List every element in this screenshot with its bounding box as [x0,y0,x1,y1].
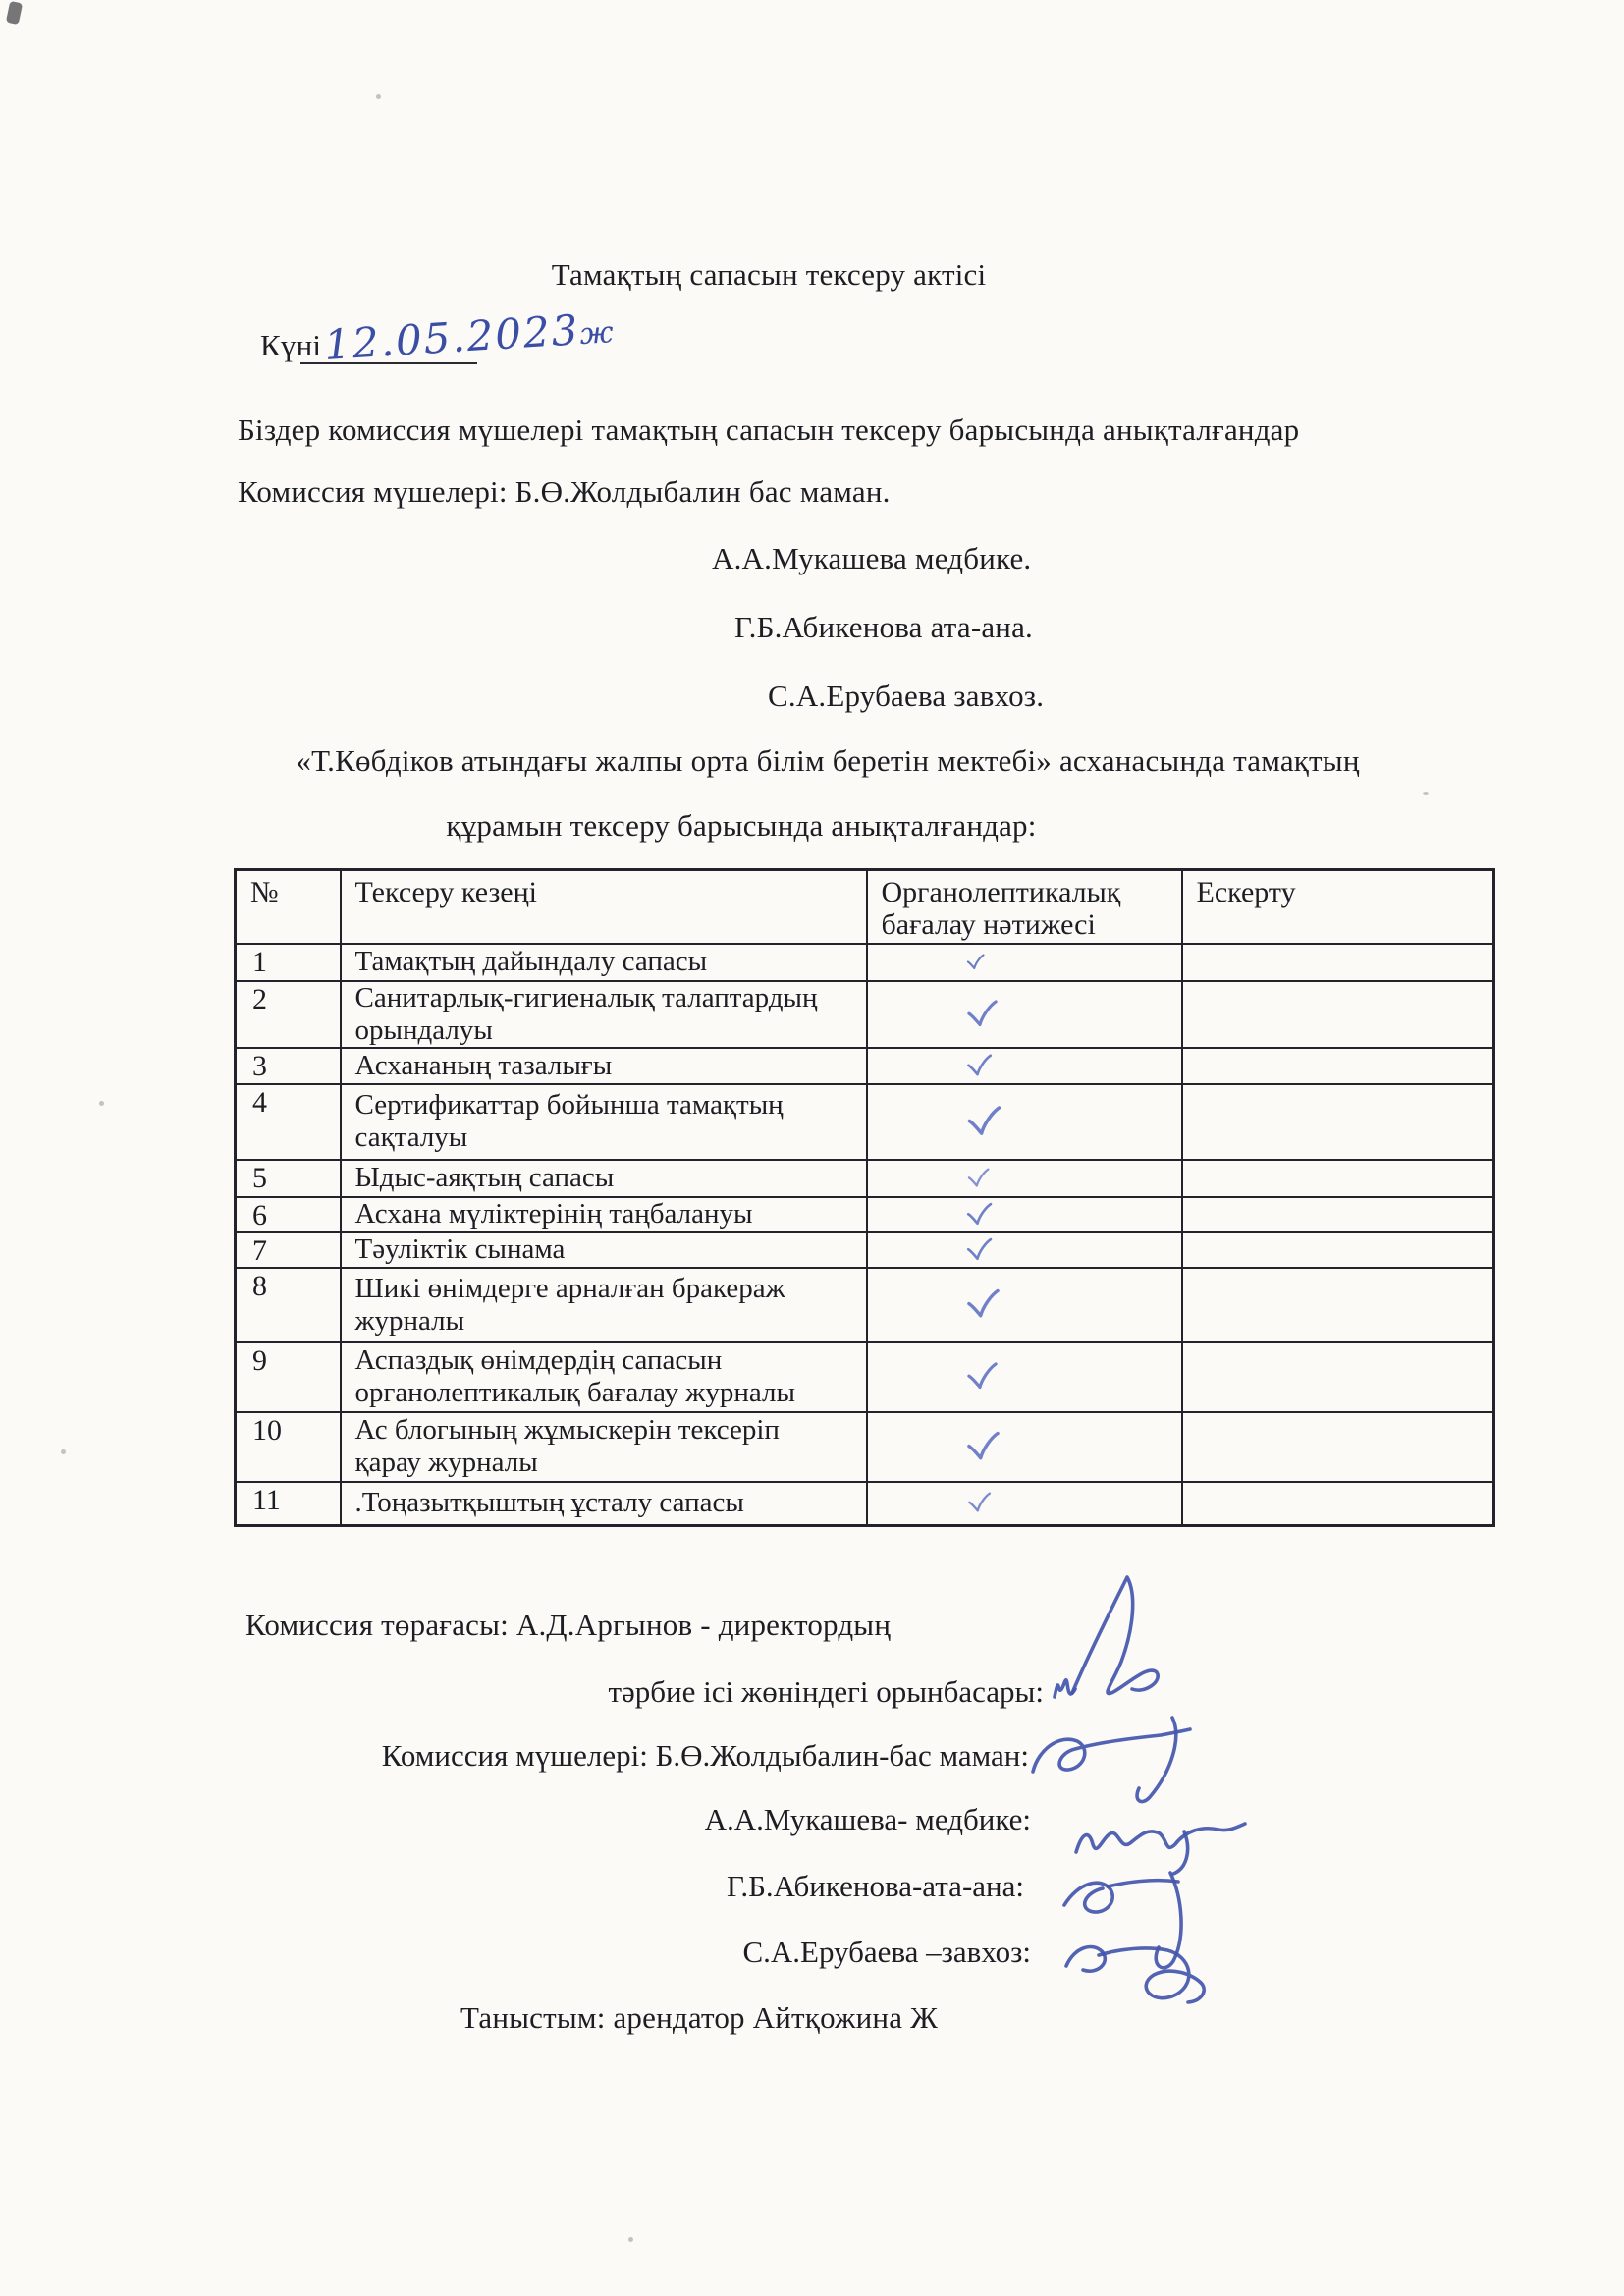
table-row [236,1268,1494,1342]
signature-line-abikenova: Г.Б.Абикенова-ата-ана: [726,1869,1024,1903]
row-result [867,1232,1182,1268]
table-row [236,1482,1494,1526]
handwritten-date-value: 12.05.2023 [322,305,581,370]
signature-yerubayeva [1053,1923,1224,2026]
scan-speck [628,2237,633,2242]
signature-line-yerubayeva: С.А.Ерубаева –завхоз: [742,1935,1031,1969]
signature-line-mukasheva: А.А.Мукашева- медбике: [704,1802,1031,1836]
row-label: Сертификаттар бойынша тамақтың сақталуы [341,1084,867,1160]
table-row [236,1048,1494,1084]
intro-line: Біздер комиссия мүшелері тамақтың сапасын тексеру барысында анықталғандар [238,412,1300,447]
row-number: 5 [236,1160,341,1197]
handwritten-date-suffix: ж [578,314,617,353]
table-row [236,1412,1494,1482]
chair-line-1: Комиссия төрағасы: А.Д.Аргынов - директордың [245,1608,892,1642]
handwritten-checkmark-icon [965,999,1001,1028]
row-number: 7 [236,1232,341,1268]
signature-line-zholdybalin: Комиссия мүшелері: Б.Ө.Жолдыбалин-бас маман: [381,1738,1029,1773]
handwritten-checkmark-icon [965,1237,995,1263]
row-label: .Тоңазытқыштың ұсталу сапасы [341,1482,867,1526]
commission-line: Комиссия мүшелері: Б.Ө.Жолдыбалин бас маман. [238,474,891,509]
row-label: Асхананың тазалығы [341,1048,867,1084]
row-note [1182,1342,1494,1412]
row-note [1182,981,1494,1048]
header-cell-step: Тексеру кезеңі [341,870,867,944]
row-result [867,1412,1182,1482]
row-label: Тамақтың дайындалу сапасы [341,944,867,981]
table-row [236,1197,1494,1232]
row-number: 3 [236,1048,341,1084]
row-note [1182,1412,1494,1482]
scan-speck [61,1449,66,1454]
chair-line-2: тәрбие ісі жөніндегі орынбасары: [608,1674,1044,1709]
row-label: Аспаздық өнімдердің сапасын органолептикалық бағалау журналы [341,1342,867,1412]
table-row [236,1342,1494,1412]
row-result [867,1197,1182,1232]
row-label: Ыдыс-аяқтың сапасы [341,1160,867,1197]
header-cell-note: Ескерту [1182,870,1494,944]
handwritten-checkmark-icon [964,1288,1001,1321]
row-number: 10 [236,1412,341,1482]
row-note [1182,1084,1494,1160]
table-row [236,1084,1494,1160]
row-note [1182,1048,1494,1084]
member-line-2: Г.Б.Абикенова ата-ана. [734,610,1034,644]
header-cell-result: Органолептикалық бағалау нәтижесі [867,870,1182,944]
row-number: 8 [236,1268,341,1342]
row-result [867,1084,1182,1160]
row-result [867,1342,1182,1412]
row-note [1182,1197,1494,1232]
table-row [236,944,1494,981]
handwritten-checkmark-icon [965,954,986,970]
row-result [867,1048,1182,1084]
scan-speck [99,1101,104,1106]
row-label: Шикі өнімдерге арналған бракераж журналы [341,1268,867,1342]
row-result [867,1268,1182,1342]
handwritten-checkmark-icon [965,1202,995,1228]
inspection-table-header [236,870,1494,944]
date-label: Күні [260,328,322,362]
row-note [1182,1160,1494,1197]
row-note [1182,1482,1494,1526]
row-label: Тәуліктік сынама [341,1232,867,1268]
row-number: 1 [236,944,341,981]
row-label: Ас блогының жұмыскерін тексеріп қарау журналы [341,1412,867,1482]
school-line-2: құрамын тексеру барысында анықталғандар: [446,808,1037,843]
handwritten-checkmark-icon [964,1105,1003,1138]
acknowledgement-line: Таныстым: арендатор Айтқожина Ж [460,2000,939,2035]
scan-speck [376,94,381,99]
signature-zholdybalin [1023,1711,1219,1809]
row-number: 2 [236,981,341,1048]
handwritten-checkmark-icon [965,1054,995,1078]
row-result [867,1160,1182,1197]
scan-artifact-corner [6,1,23,25]
scan-speck [1423,792,1429,795]
row-note [1182,1268,1494,1342]
row-result [867,1482,1182,1526]
member-line-3: С.А.Ерубаева завхоз. [768,679,1045,713]
row-result [867,981,1182,1048]
handwritten-checkmark-icon [965,1168,992,1189]
handwritten-date [323,303,617,369]
row-number: 6 [236,1197,341,1232]
row-number: 11 [236,1482,341,1526]
row-result [867,944,1182,981]
table-row [236,1160,1494,1197]
table-row [236,981,1494,1048]
inspection-table [234,868,1495,1527]
member-line-1: А.А.Мукашева медбике. [712,541,1032,575]
document-title: Тамақтың сапасын тексеру актісі [551,257,987,292]
table-header-row [236,870,1494,944]
row-number: 9 [236,1342,341,1412]
row-label: Асхана мүліктерінің таңбалануы [341,1197,867,1232]
row-number: 4 [236,1084,341,1160]
header-cell-number: № [236,870,341,944]
handwritten-checkmark-icon [965,1362,1001,1392]
row-note [1182,1232,1494,1268]
row-note [1182,944,1494,981]
row-label: Санитарлық-гигиеналық талаптардың орындалуы [341,981,867,1048]
school-line-1: «Т.Көбдіков атындағы жалпы орта білім беретін мектебі» асханасында тамақтың [296,743,1360,778]
handwritten-checkmark-icon [965,1492,994,1514]
table-row [236,1232,1494,1268]
handwritten-checkmark-icon [964,1430,1001,1462]
